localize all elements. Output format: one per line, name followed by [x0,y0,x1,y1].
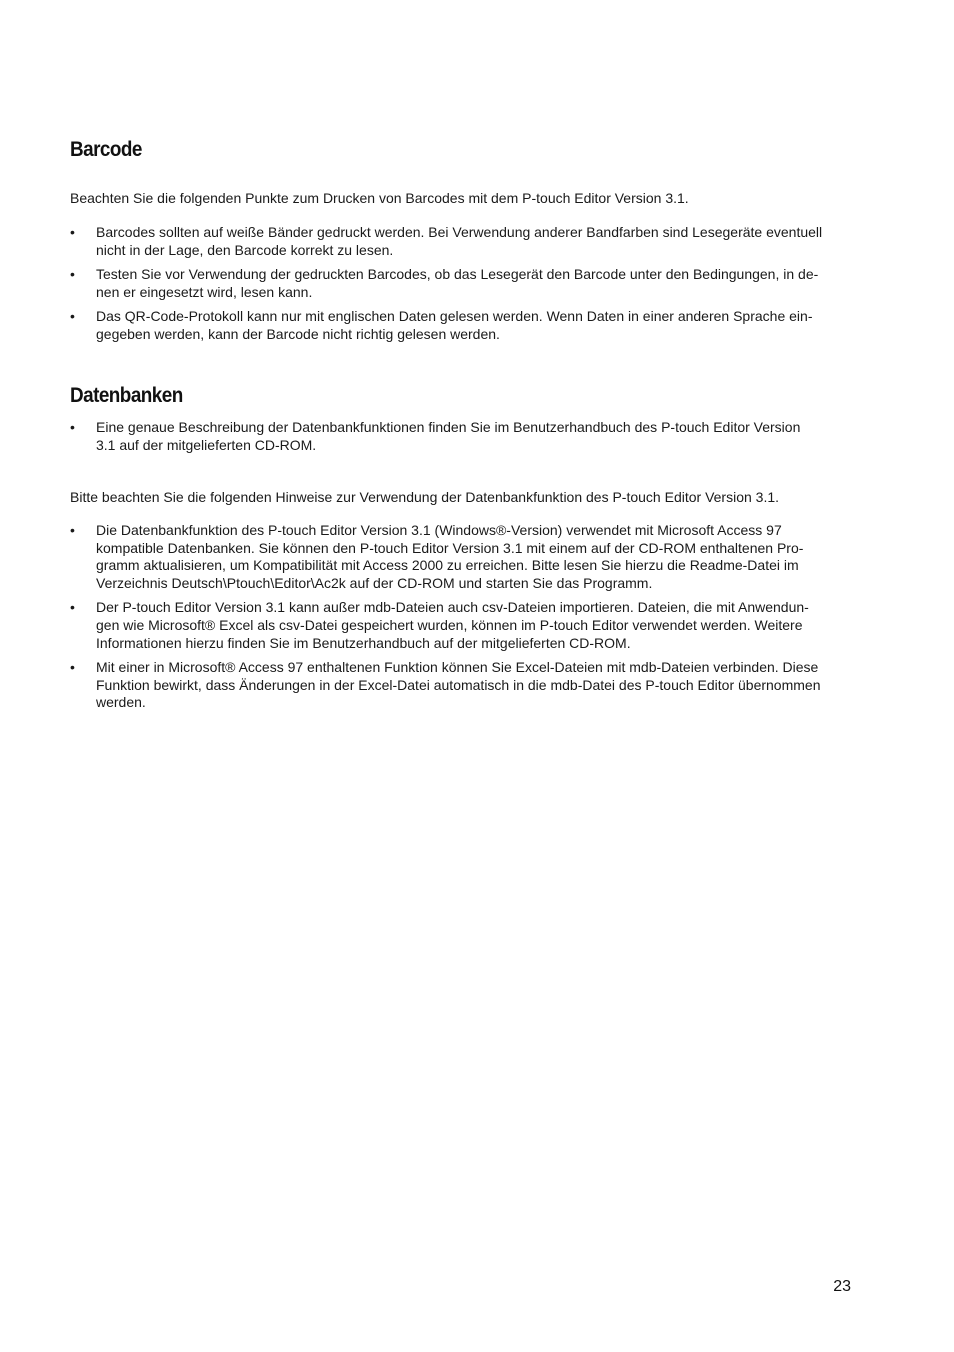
bullet-icon: • [70,659,75,676]
bullet-icon: • [70,419,75,435]
datenbanken-bullet-list-b [70,522,888,719]
bullet-text-line: 3.1 auf der mitgelieferten CD-ROM. [96,436,317,453]
bullet-text-line: nicht in der Lage, den Barcode korrekt zu lesen. [96,241,394,258]
bullet-text-line: Die Datenbankfunktion des P-touch Editor Version 3.1 (Windows®-Version) verwendet mit Microsoft Access 97 [96,522,782,538]
bullet-text-line: gen wie Microsoft® Excel als csv-Datei gespeichert wurden, können im P-touch Editor verwendet werden. Weitere [96,616,803,633]
bullet-text-line: Der P-touch Editor Version 3.1 kann außer mdb-Dateien auch csv-Dateien importieren. Dateien, die mit Anwendun- [96,599,809,616]
bullet-text-line: gramm aktualisieren, um Kompatibilität mit Access 2000 zu erreichen. Bitte lesen Sie hierzu die Readme-Datei im [96,557,799,574]
list-item [70,599,888,652]
bullet-text-line: Informationen hierzu finden Sie im Benutzerhandbuch auf der mitgelieferten CD-ROM. [96,634,631,651]
bullet-text-line: werden. [96,694,146,711]
bullet-icon: • [70,522,75,538]
heading-datenbanken: Datenbanken [70,384,183,407]
bullet-icon: • [70,266,75,283]
barcode-intro: Beachten Sie die folgenden Punkte zum Drucken von Barcodes mit dem P-touch Editor Version 3.1. [70,190,689,206]
heading-barcode: Barcode [70,138,142,161]
list-item [70,308,888,343]
list-item [70,659,888,712]
bullet-text-line: Das QR-Code-Protokoll kann nur mit englischen Daten gelesen werden. Wenn Daten in einer anderen Sprache ein- [96,308,813,325]
bullet-text-line: Testen Sie vor Verwendung der gedruckten Barcodes, ob das Lesegerät den Barcode unter den Bedingungen, in de- [96,266,819,283]
list-item [70,224,888,259]
datenbanken-note: Bitte beachten Sie die folgenden Hinweise zur Verwendung der Datenbankfunktion des P-touch Editor Version 3.1. [70,489,780,505]
datenbanken-bullet-list-a [70,419,888,461]
bullet-icon: • [70,308,75,325]
bullet-text-line: gegeben werden, kann der Barcode nicht richtig gelesen werden. [96,325,500,342]
bullet-text-line: Mit einer in Microsoft® Access 97 enthaltenen Funktion können Sie Excel-Dateien mit mdb-Dateien verbinden. Diese [96,659,819,676]
bullet-text-line: Eine genaue Beschreibung der Datenbankfunktionen finden Sie im Benutzerhandbuch des P-touch Editor Version [96,419,801,435]
barcode-bullet-list [70,224,888,351]
bullet-text-line: nen er eingesetzt wird, lesen kann. [96,283,313,300]
page-number: 23 [833,1278,851,1295]
list-item [70,266,888,301]
bullet-text-line: Funktion bewirkt, dass Änderungen in der Excel-Datei automatisch in die mdb-Datei des P-touch Editor übernommen [96,676,821,693]
bullet-text-line: Verzeichnis Deutsch\Ptouch\Editor\Ac2k auf der CD-ROM und starten Sie das Programm. [96,574,653,591]
list-item [70,419,888,454]
bullet-text-line: kompatible Datenbanken. Sie können den P-touch Editor Version 3.1 mit einem auf der CD-ROM enthaltenen Pro- [96,539,804,556]
bullet-icon: • [70,599,75,616]
bullet-icon: • [70,224,75,240]
list-item [70,522,888,592]
bullet-text-line: Barcodes sollten auf weiße Bänder gedruckt werden. Bei Verwendung anderer Bandfarben sind Lesegeräte eventuell [96,224,823,240]
